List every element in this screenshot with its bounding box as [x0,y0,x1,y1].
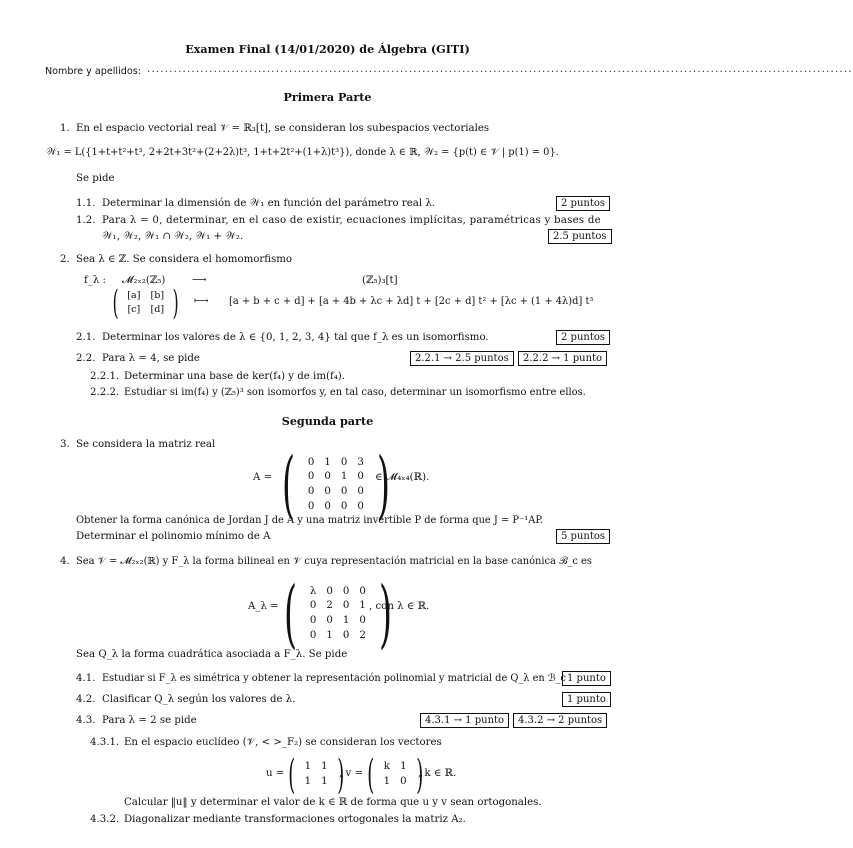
matrix-entry: 0 [307,486,315,497]
q4-rhs: , con λ ∈ ℝ. [369,601,430,612]
matrix-entry: [b] [150,290,165,302]
exam-title: Examen Final (14/01/2020) de Álgebra (GITI) [185,42,470,56]
matrix-entry: 0 [324,471,331,483]
q4-lhs: A_λ = [248,601,279,612]
matrix-entry: 0 [324,500,331,512]
q3-rhs: ∈ 𝓜₄ₓ₄(ℝ). [375,472,430,483]
q2-image: [a + b + c + d] + [a + 4b + λc + λd] t + [2c + d] t² + [λc + (1 + 4λ)d] t³ [229,296,594,307]
q4-u-lhs: u = [266,768,285,779]
q4-3-points-a: 4.3.1 → 1 punto [420,713,509,728]
q1-1-points: 2 puntos [556,196,610,211]
matrix-entry: 1 [400,761,407,773]
q4-1-number: 4.1. [76,673,96,684]
matrix-entry: [a] [127,290,141,302]
q2-2-1-text: Determinar una base de ker(f₄) y de im(f₄). [124,371,346,382]
matrix-entry: 1 [340,471,348,483]
q4-tail: , k ∈ ℝ. [418,768,457,779]
matrix-entry: 0 [326,615,333,626]
q4-3-1-number: 4.3.1. [90,737,120,748]
q2-codomain: (ℤ₅)₃[t] [362,275,398,286]
q4-matrix [276,571,400,657]
matrix-entry: 0 [400,776,407,787]
q2-1-text: Determinar los valores de λ ∈ {0, 1, 2, 3, 4} tal que f_λ es un isomorfismo. [102,332,489,343]
q2-arrow: ⟶ [192,275,207,286]
q3-matrix [274,442,398,528]
matrix-entry: 0 [307,471,315,483]
left-paren: ( [112,283,119,323]
q2-2-points-b: 2.2.2 → 1 punto [518,351,607,366]
right-paren: ) [415,752,423,798]
q4-2-number: 4.2. [76,694,96,705]
q4-3-1-text: En el espacio euclídeo (𝒱, < >_F₂) se consideran los vectores [124,737,442,748]
matrix-entry: 0 [324,486,331,497]
q4-q-text: Sea Q_λ la forma cuadrática asociada a F_λ. Se pide [76,649,348,660]
q1-subspaces: 𝒲₁ = L({1+t+t²+t³, 2+2t+3t²+(2+2λ)t³, 1+t+2t²+(1+λ)t³}), donde λ ∈ ℝ, 𝒲₂ = {p(t) ∈ 𝒱 | p(1) = 0}. [46,147,559,158]
q2-2-text: Para λ = 4, se pide [102,353,200,364]
q2-map-name: f_λ : [84,275,106,286]
matrix-entry: 0 [342,600,350,612]
q4-v-lhs: , v = [339,768,364,779]
q2-domain: 𝓜₂ₓ₂(ℤ₅) [122,275,166,286]
q3-text1: Obtener la forma canónica de Jordan J de A y una matriz invertible P de forma que J = P⁻¹AP. [76,515,544,526]
matrix-entry: 1 [304,761,312,773]
matrix-entry: 0 [307,456,315,468]
part1-heading: Primera Parte [283,90,372,104]
q2-matrix [109,283,182,323]
matrix-entry: 2 [359,629,366,641]
q2-intro: Sea λ ∈ ℤ. Se considera el homomorfismo [76,254,293,265]
left-paren: ( [281,442,295,528]
name-label: Nombre y apellidos: [45,66,141,77]
q4-intro: Sea 𝒱 = 𝓜₂ₓ₂(ℝ) y F_λ la forma bilineal en 𝒱 cuya representación matricial en la base canónica ℬ_c es [76,556,592,567]
q4-2-points: 1 punto [562,692,611,707]
left-paren: ( [283,571,297,657]
q2-1-number: 2.1. [76,332,96,343]
q3-points: 5 puntos [556,529,610,544]
matrix-entry: 1 [321,761,328,773]
matrix-entry: 1 [359,600,366,612]
q2-number: 2. [60,254,70,265]
matrix-entry: 0 [357,500,364,512]
right-paren: ) [172,283,179,323]
q3-text2: Determinar el polinomio mínimo de A [76,531,271,542]
matrix-entry: [d] [150,304,165,315]
q2-2-number: 2.2. [76,353,96,364]
matrix-entry: 0 [309,600,317,612]
q4-number: 4. [60,556,70,567]
matrix-entry: 0 [357,486,364,497]
q2-2-1-number: 2.2.1. [90,371,120,382]
matrix-entry: λ [309,585,317,597]
right-paren: ) [336,752,344,798]
q1-2-text-cont: 𝒲₁, 𝒲₂, 𝒲₁ ∩ 𝒲₂, 𝒲₁ + 𝒲₂. [102,231,244,242]
matrix-entry: 0 [359,615,366,626]
matrix-entry: 3 [357,456,364,468]
matrix-entry: 0 [357,471,364,483]
matrix-entry: k [383,761,390,773]
right-paren: ) [376,442,390,528]
matrix-entry: 0 [326,585,333,597]
q4-2-text: Clasificar Q_λ según los valores de λ. [102,694,296,705]
matrix-entry: 1 [321,776,328,787]
q4-3-2-number: 4.3.2. [90,814,120,825]
q2-2-2-number: 2.2.2. [90,387,120,398]
q1-intro: En el espacio vectorial real 𝒱 = ℝ₃[t], se consideran los subespacios vectoriales [76,123,490,134]
q1-2-text: Para λ = 0, determinar, en el caso de existir, ecuaciones implícitas, paramétricas y bases de [102,215,601,226]
q1-number: 1. [60,123,70,134]
q4-3-1-calc: Calcular ‖u‖ y determinar el valor de k ∈ ℝ de forma que u y v sean ortogonales. [124,797,542,808]
q1-2-points: 2.5 puntos [548,229,612,244]
left-paren: ( [367,752,375,798]
matrix-entry: 0 [342,629,350,641]
matrix-entry: 0 [340,456,348,468]
q3-intro: Se considera la matriz real [76,439,216,450]
q4-3-text: Para λ = 2 se pide [102,715,197,726]
q4-1-text: Estudiar si F_λ es simétrica y obtener la representación polinomial y matricial de Q_λ en ℬ_c [102,673,566,684]
matrix-entry: 1 [324,456,331,468]
matrix-entry: 0 [309,615,317,626]
matrix-entry: 0 [359,585,366,597]
q4-1-points: 1 punto [562,671,611,686]
matrix-entry: 0 [340,486,348,497]
part2-heading: Segunda parte [281,414,374,428]
q2-mapsto: ⟼ [194,296,209,307]
matrix-entry: 0 [307,500,315,512]
left-paren: ( [288,752,296,798]
q1-1-number: 1.1. [76,198,96,209]
q4-3-number: 4.3. [76,715,96,726]
matrix-entry: 1 [304,776,312,787]
q3-lhs: A = [253,472,273,483]
name-field[interactable]: ............................................................................................................................................................... [147,64,853,75]
matrix-entry: 1 [383,776,391,787]
q4-3-points-b: 4.3.2 → 2 puntos [513,713,607,728]
q4-3-2-text: Diagonalizar mediante transformaciones ortogonales la matriz A₂. [124,814,466,825]
q1-2-number: 1.2. [76,215,96,226]
q2-2-points-a: 2.2.1 → 2.5 puntos [410,351,514,366]
matrix-entry: 0 [340,500,348,512]
matrix-entry: 0 [309,629,317,641]
q1-se-pide: Se pide [76,173,115,184]
matrix-entry: 2 [326,600,333,612]
matrix-entry: [c] [127,304,141,315]
matrix-entry: 1 [326,629,333,641]
q1-1-text: Determinar la dimensión de 𝒲₁ en función del parámetro real λ. [102,198,436,209]
right-paren: ) [378,571,392,657]
q2-1-points: 2 puntos [556,330,610,345]
q2-2-2-text: Estudiar si im(f₄) y (ℤ₅)³ son isomorfos y, en tal caso, determinar un isomorfismo entre ellos. [124,387,586,398]
q3-number: 3. [60,439,70,450]
matrix-entry: 1 [342,615,350,626]
matrix-entry: 0 [342,585,350,597]
